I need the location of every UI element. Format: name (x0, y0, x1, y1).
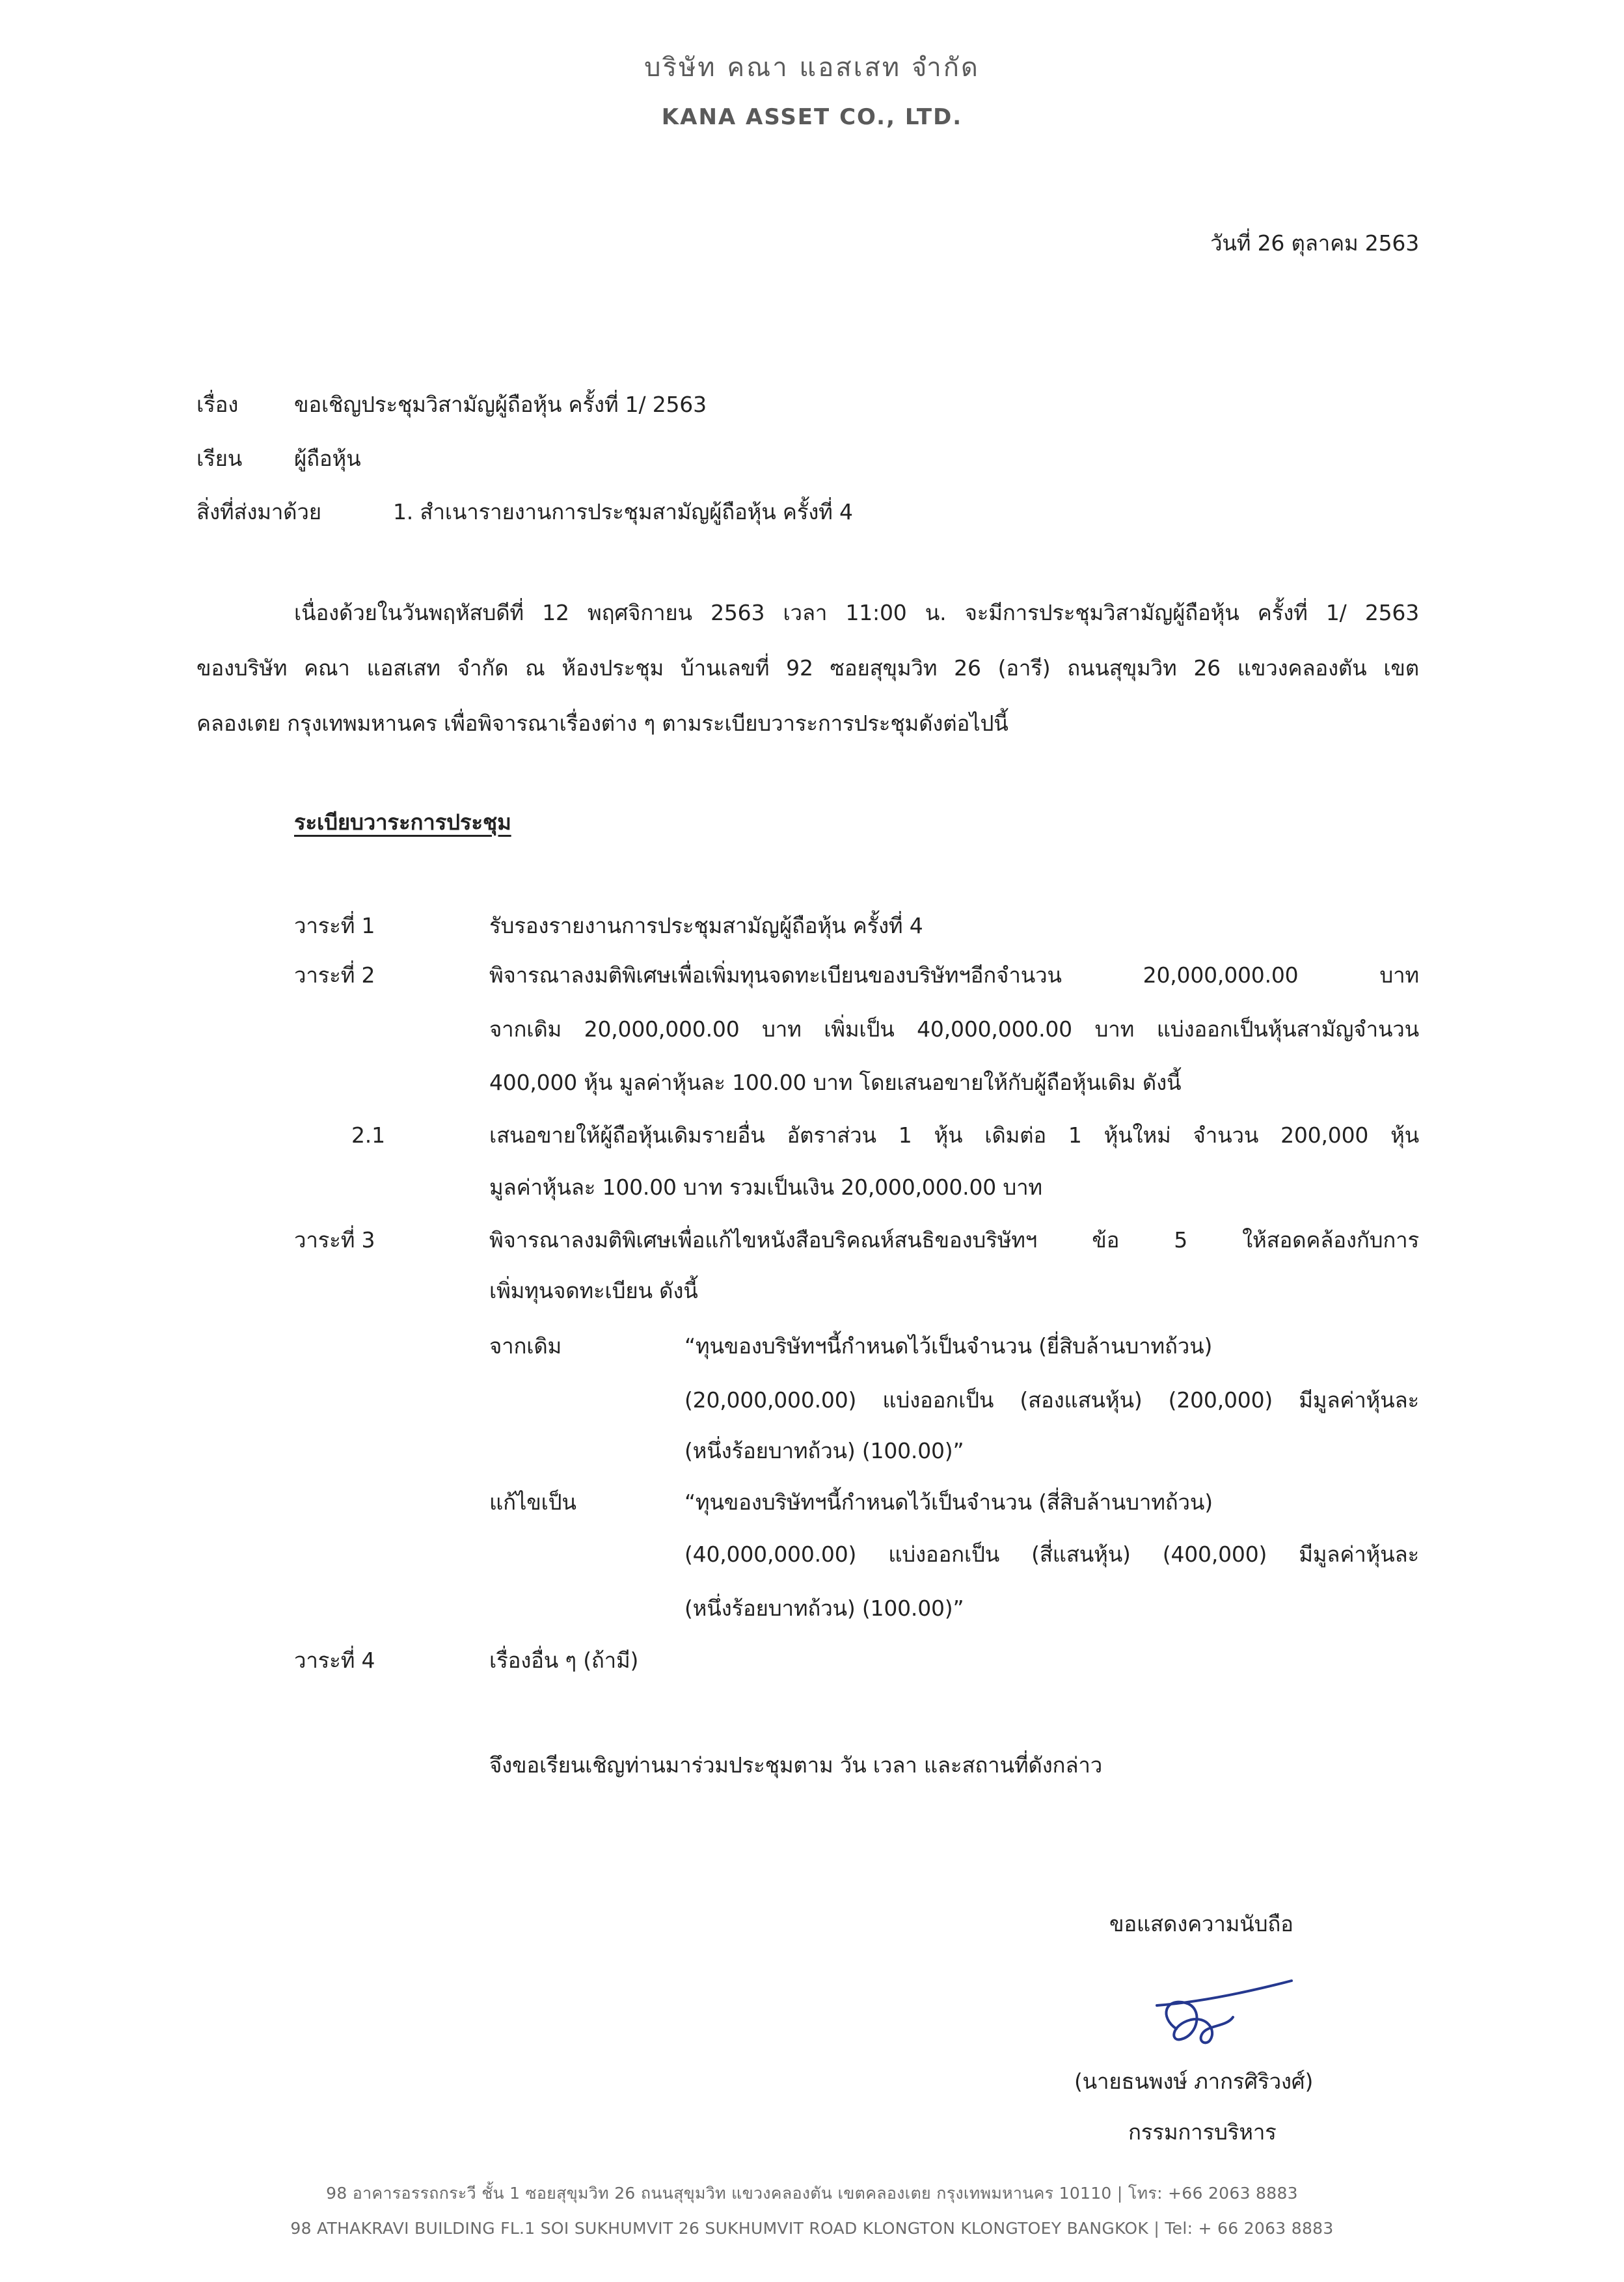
letterhead-company-thai: บริษัท คณา แอสเสท จำกัด (644, 53, 980, 83)
agenda-item-2-label: วาระที่ 2 (294, 962, 375, 988)
agenda-item-4-label: วาระที่ 4 (294, 1648, 375, 1673)
footer-address-thai: 98 อาคารอรรถกระวี ชั้น 1 ซอยสุขุมวิท 26 ถนนสุขุมวิท แขวงคลองตัน เขตคลองเตย กรุงเทพมหานคร 10110 | โทร: +66 2063 8883 (326, 2184, 1298, 2203)
agenda-item-1-text: รับรองรายงานการประชุมสามัญผู้ถือหุ้น ครั้งที่ 4 (489, 913, 923, 938)
agenda-item-3-text: พิจารณาลงมติพิเศษเพื่อแก้ไขหนังสือบริคณห์สนธิของบริษัทฯ ข้อ 5 ให้สอดคล้องกับการ (489, 1227, 1419, 1253)
letter-date: วันที่ 26 ตุลาคม 2563 (1210, 230, 1419, 256)
enclosure-label: สิ่งที่ส่งมาด้วย (196, 499, 321, 524)
valediction: ขอแสดงความนับถือ (1109, 1911, 1293, 1936)
enclosure-text: 1. สำเนารายงานการประชุมสามัญผู้ถือหุ้น ครั้งที่ 4 (393, 499, 853, 524)
amendment-from-text: “ทุนของบริษัทฯนี้กำหนดไว้เป็นจำนวน (ยี่สิบล้านบาทถ้วน) (684, 1333, 1213, 1359)
subject-label: เรื่อง (196, 392, 239, 417)
amendment-to-label: แก้ไขเป็น (489, 1489, 576, 1515)
amendment-from-text: (หนึ่งร้อยบาทถ้วน) (100.00)” (684, 1438, 964, 1463)
agenda-item-2-text: พิจารณาลงมติพิเศษเพื่อเพิ่มทุนจดทะเบียนของบริษัทฯอีกจำนวน 20,000,000.00 บาท (489, 962, 1419, 988)
amendment-to-text: “ทุนของบริษัทฯนี้กำหนดไว้เป็นจำนวน (สี่สิบล้านบาทถ้วน) (684, 1489, 1213, 1515)
intro-line: ของบริษัท คณา แอสเสท จำกัด ณ ห้องประชุม บ้านเลขที่ 92 ซอยสุขุมวิท 26 (อารี) ถนนสุขุมวิท 26 แขวงคลองตัน เขต (196, 655, 1419, 681)
agenda-item-4-text: เรื่องอื่น ๆ (ถ้ามี) (489, 1648, 639, 1673)
amendment-from-text: (20,000,000.00) แบ่งออกเป็น (สองแสนหุ้น) (200,000) มีมูลค่าหุ้นละ (684, 1387, 1419, 1413)
closing-text: จึงขอเรียนเชิญท่านมาร่วมประชุมตาม วัน เวลา และสถานที่ดังกล่าว (489, 1752, 1103, 1778)
agenda-item-1-label: วาระที่ 1 (294, 913, 375, 938)
agenda-item-2-text: 400,000 หุ้น มูลค่าหุ้นละ 100.00 บาท โดยเสนอขายให้กับผู้ถือหุ้นเดิม ดังนี้ (489, 1070, 1182, 1095)
agenda-item-2-1-text: มูลค่าหุ้นละ 100.00 บาท รวมเป็นเงิน 20,000,000.00 บาท (489, 1175, 1042, 1200)
intro-line: คลองเตย กรุงเทพมหานคร เพื่อพิจารณาเรื่องต่าง ๆ ตามระเบียบวาระการประชุมดังต่อไปนี้ (196, 711, 1008, 736)
footer-address-english: 98 ATHAKRAVI BUILDING FL.1 SOI SUKHUMVIT 26 SUKHUMVIT ROAD KLONGTON KLONGTOEY BANGKOK | Tel: + 66 2063 8883 (290, 2219, 1334, 2238)
agenda-item-3-label: วาระที่ 3 (294, 1227, 375, 1253)
intro-line: เนื่องด้วยในวันพฤหัสบดีที่ 12 พฤศจิกายน 2563 เวลา 11:00 น. จะมีการประชุมวิสามัญผู้ถือหุ้น ครั้งที่ 1/ 2563 (294, 600, 1419, 625)
agenda-item-2-1-label: 2.1 (351, 1122, 385, 1148)
agenda-item-3-text: เพิ่มทุนจดทะเบียน ดังนี้ (489, 1278, 698, 1303)
amendment-to-text: (หนึ่งร้อยบาทถ้วน) (100.00)” (684, 1596, 964, 1621)
agenda-item-2-text: จากเดิม 20,000,000.00 บาท เพิ่มเป็น 40,000,000.00 บาท แบ่งออกเป็นหุ้นสามัญจำนวน (489, 1016, 1419, 1042)
signature (1145, 1972, 1295, 2056)
signature-loop-stroke (1166, 2002, 1233, 2043)
amendment-to-text: (40,000,000.00) แบ่งออกเป็น (สี่แสนหุ้น) (400,000) มีมูลค่าหุ้นละ (684, 1542, 1419, 1567)
recipient-text: ผู้ถือหุ้น (294, 446, 361, 471)
signatory-name: (นายธนพงษ์ ภากรศิริวงศ์) (1074, 2069, 1314, 2094)
letterhead-company-english: KANA ASSET CO., LTD. (661, 104, 963, 130)
signatory-position: กรรมการบริหาร (1128, 2119, 1277, 2145)
subject-text: ขอเชิญประชุมวิสามัญผู้ถือหุ้น ครั้งที่ 1/ 2563 (294, 392, 707, 417)
amendment-from-label: จากเดิม (489, 1333, 562, 1359)
agenda-title: ระเบียบวาระการประชุม (294, 809, 511, 835)
recipient-label: เรียน (196, 446, 243, 471)
agenda-item-2-1-text: เสนอขายให้ผู้ถือหุ้นเดิมรายอื่น อัตราส่วน 1 หุ้น เดิมต่อ 1 หุ้นใหม่ จำนวน 200,000 หุ้น (489, 1122, 1419, 1148)
